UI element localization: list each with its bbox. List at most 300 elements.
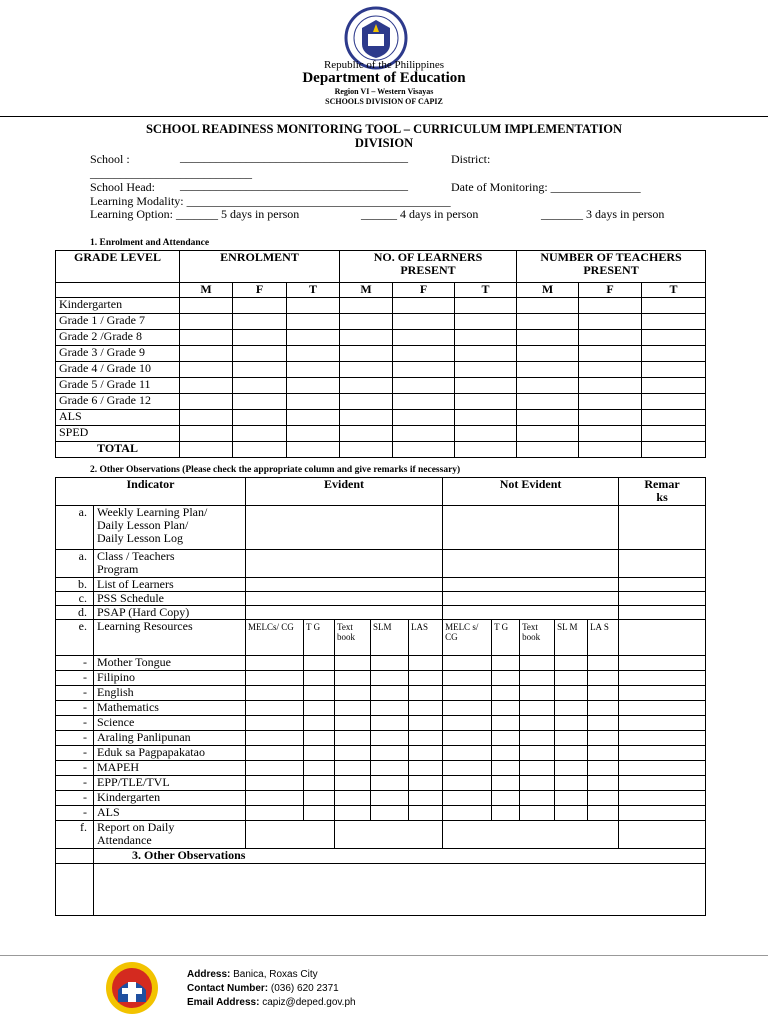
table-row	[56, 346, 706, 362]
check-cell[interactable]	[246, 701, 304, 716]
remarks-cell[interactable]	[619, 821, 706, 849]
check-cell[interactable]	[335, 776, 371, 791]
count-cell[interactable]	[340, 378, 393, 394]
count-cell[interactable]	[287, 394, 340, 410]
footer-email[interactable]: Email Address: capiz@deped.gov.ph	[187, 997, 356, 1008]
indicator-label	[94, 806, 246, 821]
indicator-label	[94, 506, 246, 550]
count-cell[interactable]	[180, 426, 233, 442]
sub-header-t: T	[642, 283, 706, 298]
count-cell[interactable]	[393, 378, 455, 394]
check-cell[interactable]	[520, 701, 555, 716]
count-cell[interactable]	[340, 410, 393, 426]
count-cell[interactable]	[340, 426, 393, 442]
check-cell[interactable]	[492, 806, 520, 821]
count-cell[interactable]	[455, 346, 517, 362]
count-cell[interactable]	[180, 362, 233, 378]
count-cell[interactable]	[393, 314, 455, 330]
count-cell[interactable]	[393, 346, 455, 362]
remarks-cell[interactable]	[619, 620, 706, 656]
count-cell[interactable]	[180, 314, 233, 330]
check-cell[interactable]	[588, 671, 619, 686]
count-cell[interactable]	[642, 346, 706, 362]
check-cell[interactable]	[409, 701, 443, 716]
count-cell[interactable]	[579, 378, 642, 394]
count-cell[interactable]	[455, 378, 517, 394]
evident-cell[interactable]	[246, 506, 443, 550]
check-cell[interactable]	[588, 806, 619, 821]
indicator-label	[94, 776, 246, 791]
check-cell[interactable]	[492, 656, 520, 671]
indicator-text: PSAP (Hard Copy)	[97, 605, 190, 619]
count-cell[interactable]	[579, 298, 642, 314]
row-marker: b.	[56, 578, 94, 592]
check-cell[interactable]	[520, 761, 555, 776]
grade-level-label: Grade 3 / Grade 9	[56, 346, 180, 362]
check-cell[interactable]	[335, 701, 371, 716]
check-cell[interactable]	[304, 761, 335, 776]
count-cell[interactable]	[233, 378, 287, 394]
remarks-cell[interactable]	[619, 791, 706, 806]
check-cell[interactable]	[409, 776, 443, 791]
header-evident: Evident	[246, 478, 443, 506]
count-cell[interactable]	[579, 426, 642, 442]
check-cell[interactable]	[588, 791, 619, 806]
check-cell[interactable]	[304, 656, 335, 671]
check-cell[interactable]	[588, 686, 619, 701]
count-cell[interactable]	[340, 346, 393, 362]
check-cell[interactable]	[335, 716, 371, 731]
row-marker: -	[56, 671, 94, 686]
count-cell[interactable]	[233, 330, 287, 346]
count-cell[interactable]	[579, 330, 642, 346]
check-cell[interactable]	[555, 731, 588, 746]
not-evident-cell[interactable]	[443, 506, 619, 550]
check-cell[interactable]	[555, 686, 588, 701]
count-cell[interactable]	[180, 298, 233, 314]
subject-row	[56, 761, 706, 776]
check-cell[interactable]	[588, 701, 619, 716]
check-cell[interactable]	[246, 671, 304, 686]
count-cell[interactable]	[455, 314, 517, 330]
check-cell[interactable]	[555, 791, 588, 806]
count-cell[interactable]	[180, 330, 233, 346]
check-cell[interactable]	[409, 656, 443, 671]
grade-level-label: SPED	[56, 426, 180, 442]
check-cell[interactable]	[371, 656, 409, 671]
count-cell[interactable]	[517, 362, 579, 378]
check-cell[interactable]	[520, 686, 555, 701]
check-cell[interactable]	[443, 671, 492, 686]
check-cell[interactable]	[443, 656, 492, 671]
table-row	[56, 378, 706, 394]
count-cell[interactable]	[455, 362, 517, 378]
row-marker: -	[56, 791, 94, 806]
check-cell[interactable]	[555, 671, 588, 686]
count-cell[interactable]	[233, 426, 287, 442]
date-of-monitoring-field[interactable]: Date of Monitoring: _______________	[451, 180, 641, 194]
check-cell[interactable]	[588, 761, 619, 776]
count-cell[interactable]	[579, 410, 642, 426]
check-cell[interactable]	[555, 716, 588, 731]
not-evident-cell[interactable]	[443, 821, 619, 849]
check-cell[interactable]	[520, 806, 555, 821]
check-cell[interactable]	[520, 671, 555, 686]
subject-row	[56, 746, 706, 761]
check-cell[interactable]	[409, 806, 443, 821]
remarks-cell[interactable]	[619, 686, 706, 701]
subject-row	[56, 701, 706, 716]
check-cell[interactable]	[335, 746, 371, 761]
check-cell[interactable]	[246, 791, 304, 806]
indicator-row	[56, 606, 706, 620]
check-cell[interactable]	[335, 671, 371, 686]
check-cell[interactable]	[555, 701, 588, 716]
count-cell[interactable]	[642, 330, 706, 346]
subject-row	[56, 776, 706, 791]
evident-cell[interactable]	[335, 821, 443, 849]
division-logo	[104, 960, 160, 1016]
count-cell[interactable]	[287, 362, 340, 378]
count-cell[interactable]	[180, 410, 233, 426]
indicator-text: Filipino	[97, 670, 136, 684]
count-cell[interactable]	[517, 426, 579, 442]
check-cell[interactable]	[443, 776, 492, 791]
department-title: Department of Education	[302, 70, 466, 86]
check-cell[interactable]	[371, 806, 409, 821]
check-cell[interactable]	[409, 791, 443, 806]
remarks-cell[interactable]	[619, 806, 706, 821]
remarks-cell[interactable]	[619, 776, 706, 791]
count-cell[interactable]	[287, 330, 340, 346]
count-cell[interactable]	[517, 330, 579, 346]
table-row	[56, 314, 706, 330]
count-cell[interactable]	[180, 394, 233, 410]
evident-cell[interactable]	[246, 550, 443, 578]
check-cell[interactable]	[492, 731, 520, 746]
remarks-cell[interactable]	[619, 592, 706, 606]
count-cell[interactable]	[393, 410, 455, 426]
check-cell[interactable]	[304, 686, 335, 701]
table-row	[56, 362, 706, 378]
form-title-line1: SCHOOL READINESS MONITORING TOOL – CURRICULUM IMPLEMENTATION	[145, 122, 622, 136]
header-enrolment: ENROLMENT	[180, 251, 340, 283]
table-row	[56, 298, 706, 314]
remarks-cell[interactable]	[619, 656, 706, 671]
count-cell[interactable]	[642, 394, 706, 410]
school-head-label: School Head:	[90, 180, 155, 194]
count-cell[interactable]	[455, 394, 517, 410]
count-cell[interactable]	[180, 378, 233, 394]
school-field[interactable]: ______________________________________	[180, 150, 408, 164]
count-cell[interactable]	[517, 298, 579, 314]
row-marker: -	[56, 776, 94, 791]
check-cell[interactable]	[443, 791, 492, 806]
count-cell[interactable]	[642, 298, 706, 314]
remarks-cell[interactable]	[619, 716, 706, 731]
check-cell[interactable]	[555, 806, 588, 821]
count-cell[interactable]	[455, 330, 517, 346]
check-cell[interactable]	[304, 716, 335, 731]
check-cell[interactable]	[246, 746, 304, 761]
remarks-cell[interactable]	[619, 731, 706, 746]
remarks-cell[interactable]	[619, 550, 706, 578]
remarks-cell[interactable]	[619, 671, 706, 686]
row-marker: a.	[56, 550, 94, 578]
count-cell[interactable]	[642, 378, 706, 394]
check-cell[interactable]	[371, 731, 409, 746]
check-cell[interactable]	[304, 701, 335, 716]
count-cell[interactable]	[579, 362, 642, 378]
remarks-cell[interactable]	[619, 761, 706, 776]
not-evident-cell[interactable]	[443, 550, 619, 578]
other-observations-input[interactable]	[94, 864, 706, 916]
check-cell[interactable]	[371, 776, 409, 791]
table-row	[56, 410, 706, 426]
check-cell[interactable]	[371, 701, 409, 716]
header-teachers-present: NUMBER OF TEACHERS PRESENT	[517, 251, 706, 283]
check-cell[interactable]	[304, 791, 335, 806]
not-evident-cell[interactable]	[443, 592, 619, 606]
check-cell[interactable]	[520, 746, 555, 761]
indicator-text: Report on Daily	[97, 820, 175, 834]
check-cell[interactable]	[409, 686, 443, 701]
check-cell[interactable]	[304, 731, 335, 746]
header-remarks: Remar ks	[619, 478, 706, 506]
count-cell[interactable]	[287, 298, 340, 314]
count-cell[interactable]	[642, 410, 706, 426]
sub-header-m: M	[517, 283, 579, 298]
indicator-text: List of Learners	[97, 577, 174, 591]
count-cell[interactable]	[233, 362, 287, 378]
check-cell[interactable]	[443, 686, 492, 701]
evident-cell[interactable]	[246, 578, 443, 592]
row-marker: -	[56, 731, 94, 746]
check-cell[interactable]	[409, 731, 443, 746]
check-cell[interactable]	[588, 746, 619, 761]
count-cell[interactable]	[579, 346, 642, 362]
check-cell[interactable]	[335, 731, 371, 746]
check-cell[interactable]	[246, 731, 304, 746]
table-row	[56, 394, 706, 410]
indicator-text: PSS Schedule	[97, 591, 165, 605]
check-cell[interactable]	[409, 671, 443, 686]
check-cell[interactable]	[492, 791, 520, 806]
check-cell[interactable]	[371, 671, 409, 686]
count-cell[interactable]	[287, 426, 340, 442]
check-cell[interactable]	[555, 746, 588, 761]
check-cell[interactable]	[335, 806, 371, 821]
evident-cell[interactable]	[246, 592, 443, 606]
check-cell[interactable]	[335, 791, 371, 806]
count-cell[interactable]	[517, 314, 579, 330]
check-cell[interactable]	[520, 716, 555, 731]
check-cell[interactable]	[335, 761, 371, 776]
footer-contact: Contact Number: (036) 620 2371	[187, 983, 339, 994]
count-cell[interactable]	[517, 378, 579, 394]
count-cell[interactable]	[180, 346, 233, 362]
check-cell[interactable]	[492, 671, 520, 686]
count-cell[interactable]	[393, 426, 455, 442]
header-learners-present: NO. OF LEARNERS PRESENT	[340, 251, 517, 283]
sub-header-m: M	[340, 283, 393, 298]
learning-option-5-days[interactable]: Learning Option: _______ 5 days in person	[90, 207, 300, 221]
learning-modality-field[interactable]: Learning Modality: ____________________________________________	[90, 194, 451, 208]
check-cell[interactable]	[443, 701, 492, 716]
count-cell[interactable]	[579, 394, 642, 410]
check-cell[interactable]	[492, 686, 520, 701]
check-cell[interactable]	[304, 746, 335, 761]
indicator-text: EPP/TLE/TVL	[97, 775, 170, 789]
indicator-label: Learning Resources	[94, 620, 246, 656]
check-cell[interactable]	[588, 731, 619, 746]
count-cell[interactable]	[287, 378, 340, 394]
count-cell[interactable]	[455, 410, 517, 426]
check-cell[interactable]	[304, 776, 335, 791]
school-head-field[interactable]: ______________________________________	[180, 178, 408, 192]
footer-divider	[0, 955, 768, 956]
count-cell[interactable]	[233, 346, 287, 362]
check-cell[interactable]	[492, 701, 520, 716]
count-cell[interactable]	[393, 330, 455, 346]
check-cell[interactable]	[443, 806, 492, 821]
count-cell[interactable]	[287, 314, 340, 330]
count-cell[interactable]	[517, 410, 579, 426]
republic-line: Republic of the Philippines	[323, 59, 445, 71]
grade-level-label: Grade 1 / Grade 7	[56, 314, 180, 330]
learning-option-4-days[interactable]: ______ 4 days in person	[361, 207, 479, 221]
check-cell[interactable]	[246, 776, 304, 791]
check-cell[interactable]	[371, 761, 409, 776]
count-cell[interactable]	[642, 362, 706, 378]
check-cell[interactable]	[520, 656, 555, 671]
sub-header-t: T	[455, 283, 517, 298]
school-field-continued[interactable]: ___________________________	[90, 166, 252, 180]
check-cell[interactable]	[371, 716, 409, 731]
count-cell[interactable]	[393, 394, 455, 410]
check-cell[interactable]	[409, 716, 443, 731]
check-cell[interactable]	[246, 656, 304, 671]
grade-level-label: Grade 5 / Grade 11	[56, 378, 180, 394]
evident-cell[interactable]	[246, 606, 443, 620]
count-cell[interactable]	[579, 314, 642, 330]
check-cell[interactable]	[246, 806, 304, 821]
indicator-text: Weekly Learning Plan/	[97, 505, 208, 519]
count-cell[interactable]	[233, 314, 287, 330]
check-cell[interactable]	[246, 686, 304, 701]
check-cell[interactable]	[443, 746, 492, 761]
check-cell[interactable]	[492, 716, 520, 731]
not-evident-cell[interactable]	[443, 578, 619, 592]
learning-option-3-days[interactable]: _______ 3 days in person	[541, 207, 665, 221]
count-cell[interactable]	[455, 298, 517, 314]
evident-cell[interactable]	[246, 821, 335, 849]
check-cell[interactable]	[371, 686, 409, 701]
check-cell[interactable]	[520, 791, 555, 806]
check-cell[interactable]	[443, 761, 492, 776]
total-row	[56, 442, 706, 458]
remarks-cell[interactable]	[619, 606, 706, 620]
other-observations-box-row	[56, 864, 706, 916]
remarks-cell[interactable]	[619, 701, 706, 716]
check-cell[interactable]	[304, 671, 335, 686]
footer-address: Address: Banica, Roxas City	[187, 969, 318, 980]
count-cell[interactable]	[393, 298, 455, 314]
resource-column-header: MELC s/ CG	[443, 620, 492, 656]
resource-column-header: T G	[304, 620, 335, 656]
check-cell[interactable]	[588, 716, 619, 731]
check-cell[interactable]	[492, 776, 520, 791]
remarks-cell[interactable]	[619, 746, 706, 761]
not-evident-cell[interactable]	[443, 606, 619, 620]
count-cell[interactable]	[340, 362, 393, 378]
total-label: TOTAL	[56, 442, 180, 458]
remarks-cell[interactable]	[619, 578, 706, 592]
check-cell[interactable]	[409, 746, 443, 761]
count-cell[interactable]	[340, 298, 393, 314]
grade-level-label: Grade 4 / Grade 10	[56, 362, 180, 378]
check-cell[interactable]	[520, 776, 555, 791]
sub-header-f: F	[233, 283, 287, 298]
check-cell[interactable]	[335, 656, 371, 671]
count-cell[interactable]	[233, 298, 287, 314]
check-cell[interactable]	[492, 746, 520, 761]
observations-table	[55, 477, 706, 916]
check-cell[interactable]	[588, 776, 619, 791]
check-cell[interactable]	[588, 656, 619, 671]
check-cell[interactable]	[246, 761, 304, 776]
count-cell[interactable]	[287, 346, 340, 362]
grade-level-label: ALS	[56, 410, 180, 426]
count-cell[interactable]	[642, 426, 706, 442]
indicator-text: Program	[97, 562, 139, 576]
check-cell[interactable]	[555, 656, 588, 671]
section1-title: 1. Enrolment and Attendance	[90, 238, 210, 248]
check-cell[interactable]	[492, 761, 520, 776]
check-cell[interactable]	[443, 716, 492, 731]
count-cell[interactable]	[393, 362, 455, 378]
check-cell[interactable]	[555, 761, 588, 776]
check-cell[interactable]	[304, 806, 335, 821]
count-cell[interactable]	[517, 346, 579, 362]
count-cell[interactable]	[517, 394, 579, 410]
check-cell[interactable]	[335, 686, 371, 701]
check-cell[interactable]	[409, 761, 443, 776]
count-cell[interactable]	[455, 426, 517, 442]
remarks-cell[interactable]	[619, 506, 706, 550]
count-cell[interactable]	[287, 410, 340, 426]
count-cell[interactable]	[233, 410, 287, 426]
count-cell[interactable]	[642, 314, 706, 330]
indicator-label	[94, 761, 246, 776]
subject-row	[56, 791, 706, 806]
check-cell[interactable]	[246, 716, 304, 731]
check-cell[interactable]	[555, 776, 588, 791]
count-cell[interactable]	[340, 314, 393, 330]
indicator-row	[56, 506, 706, 550]
grade-level-label: Grade 6 / Grade 12	[56, 394, 180, 410]
check-cell[interactable]	[371, 746, 409, 761]
indicator-text: Daily Lesson Plan/	[97, 518, 189, 532]
header-divider	[0, 116, 768, 117]
check-cell[interactable]	[520, 731, 555, 746]
check-cell[interactable]	[443, 731, 492, 746]
count-cell[interactable]	[340, 394, 393, 410]
count-cell[interactable]	[233, 394, 287, 410]
check-cell[interactable]	[371, 791, 409, 806]
count-cell[interactable]	[340, 330, 393, 346]
section2-title: 2. Other Observations (Please check the appropriate column and give remarks if necessary)	[90, 465, 461, 475]
